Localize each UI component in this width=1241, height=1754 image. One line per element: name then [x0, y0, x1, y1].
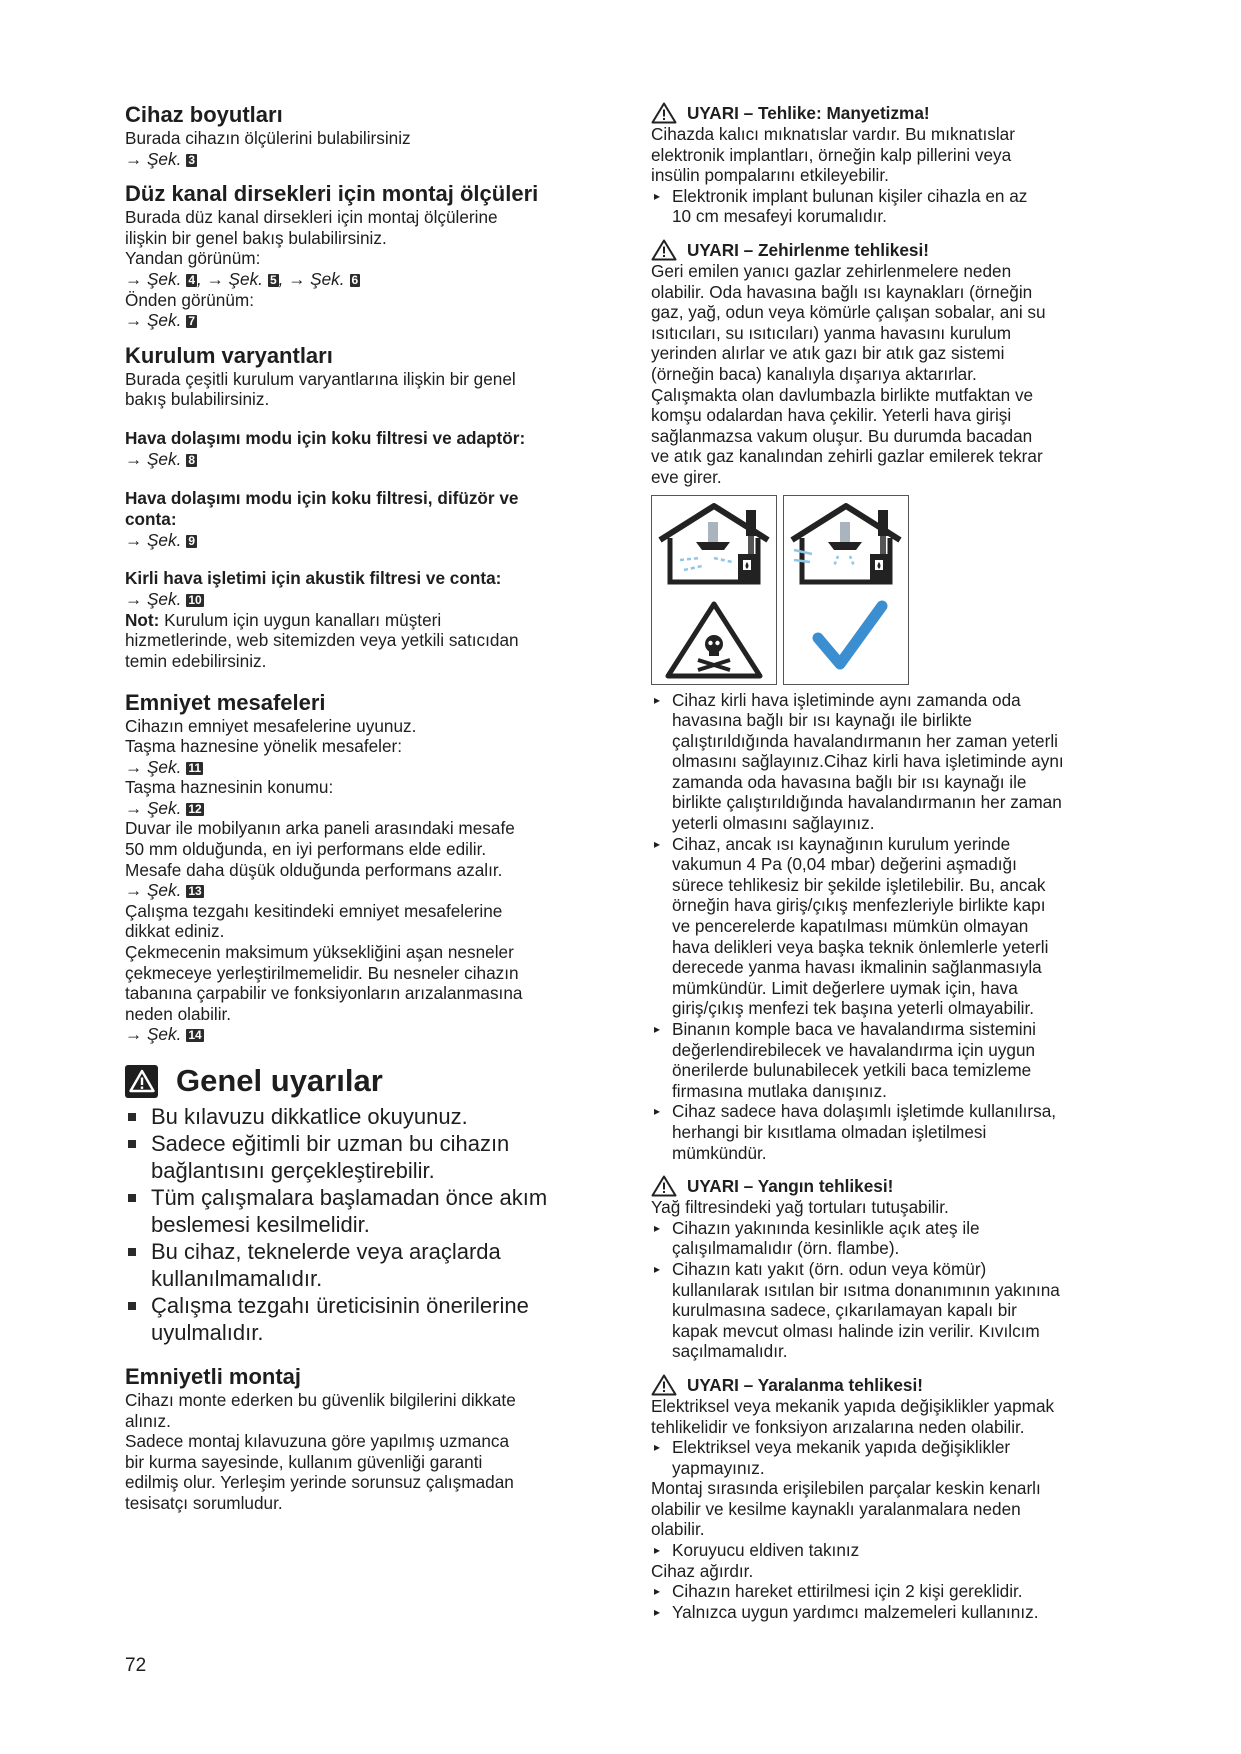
page-number: 72: [125, 1655, 147, 1676]
note-text: hizmetlerinde, web sitemizden veya yetkili satıcıdan: [125, 630, 519, 651]
text-cihaz-boyutlari: Burada cihazın ölçülerini bulabilirsiniz: [125, 128, 411, 148]
text-line: Çekmecenin maksimum yüksekliğini aşan nesneler: [125, 942, 514, 963]
bullet-line: yeterli olmasını sağlayınız.: [672, 813, 875, 834]
bullet-line: olmasını sağlayınız.Cihaz kirli hava işletiminde aynı: [672, 751, 1064, 772]
text-line: eve girer.: [651, 466, 722, 487]
ref-line: [125, 310, 595, 331]
text-line: Çalışmakta olan davlumbazla birlikte mutfaktan ve: [651, 384, 1034, 405]
heading-kurulum: Kurulum varyantları: [125, 342, 333, 368]
fig-ref: → Şek.: [125, 880, 182, 901]
text-line: Cihazı monte ederken bu güvenlik bilgilerini dikkate: [125, 1390, 516, 1410]
bullet-line: yapmayınız.: [672, 1457, 765, 1478]
list-item-line: Bu cihaz, teknelerde veya araçlarda: [151, 1239, 501, 1264]
text-line: Montaj sırasında erişilebilen parçalar keskin kenarlı: [651, 1478, 1041, 1499]
ref-line: [125, 149, 595, 170]
heading-duz-kanal: Düz kanal dirsekleri için montaj ölçüleri: [125, 181, 539, 207]
warning-title: UYARI – Zehirlenme tehlikesi!: [687, 239, 929, 260]
bullet-line: sürece tehlikesiz bir şekilde işletilebilir. Bu, ancak: [672, 874, 1046, 895]
note: [125, 610, 595, 631]
text-line: 50 mm olduğunda, en iyi performans elde edilir.: [125, 839, 487, 860]
bullet-line: ▸ Cihaz kirli hava işletiminde aynı zamanda oda: [672, 689, 1021, 710]
text-line: Cihazın emniyet mesafelerine uyunuz.: [125, 715, 417, 736]
text-line: alınız.: [125, 1410, 171, 1431]
list-item: Bu kılavuzu dikkatlice okuyunuz.: [125, 1103, 595, 1130]
pictogram-unsafe: [651, 495, 777, 685]
bullet-line: hava delikleri veya başka teknik önlemlerle yeterli: [672, 936, 1049, 957]
genel-uyarilar-list: [125, 1103, 595, 1346]
ref-line: [125, 1024, 595, 1045]
text-line: Taşma haznesinin konumu:: [125, 777, 334, 798]
fig-number: 13: [188, 884, 202, 899]
bullet-line: ▸ Binanın komple baca ve havalandırma sistemini: [672, 1019, 1036, 1039]
bullet-line: giriş/çıkış menfezi tek başına yeterli olmayabilir.: [672, 998, 1035, 1019]
bullet-item: ▸ Koruyucu eldiven takınız: [651, 1540, 1131, 1561]
subheading-koku-filtresi-difuzor-cont: conta:: [125, 508, 177, 529]
bullet-item: ▸ Yalnızca uygun yardımcı malzemeleri kullanınız.: [651, 1602, 1131, 1623]
list-item-line: uyulmalıdır.: [151, 1320, 264, 1345]
bullet-line: saçılmamalıdır.: [672, 1341, 788, 1362]
bullet-line: değerlendirebilecek ve havalandırma için uygun: [672, 1039, 1036, 1060]
text-line: Geri emilen yanıcı gazlar zehirlenmelere neden: [651, 260, 1012, 281]
text-line: yerinden alırlar ve atık gazı bir atık gaz sistemi: [651, 343, 1005, 364]
text-line: dikkat ediniz.: [125, 921, 225, 942]
fig-number: 12: [188, 801, 202, 816]
fig-number: 10: [188, 593, 202, 608]
ventilation-pictograms: [651, 495, 1131, 685]
bullet-line: kullanılarak ısıtılan bir ısıtma donanımının yakınına: [672, 1279, 1060, 1300]
fig-number: 7: [188, 314, 196, 329]
fig-number: 14: [188, 1028, 202, 1043]
bullet-line: ▸ Elektronik implant bulunan kişiler cihazla en az: [672, 185, 1028, 206]
fig-ref: → Şek.: [125, 448, 182, 469]
text-line: gaz, yağ, odun veya kömürle çalışan sobalar, ani su: [651, 302, 1046, 323]
fig-number: 11: [188, 760, 202, 775]
bullet-line: çalışılmamalıdır (örn. flambe).: [672, 1238, 900, 1259]
fig-ref: → Şek.: [125, 797, 182, 818]
bullet-line: mümkündür.: [672, 1142, 767, 1163]
list-item: [125, 1292, 595, 1346]
bullet-line: mümkündür. Limit değerlere uymak için, hava: [672, 977, 1018, 998]
warning-title: UYARI – Yangın tehlikesi!: [687, 1176, 894, 1197]
fig-ref: → Şek.: [125, 529, 182, 550]
list-item-line: bağlantısını gerçekleştirebilir.: [151, 1158, 435, 1183]
fig-ref: → Şek.: [125, 1024, 182, 1045]
text-line: olabilir ve kesilme kaynaklı yaralanmalara neden: [651, 1498, 1021, 1519]
warning-title: UYARI – Tehlike: Manyetizma!: [687, 103, 930, 123]
pictogram-safe: [783, 495, 909, 685]
text-line: neden olabilir.: [125, 1003, 232, 1024]
warning-heading-zehirlenme: [651, 239, 1131, 261]
list-item-line: beslemesi kesilmelidir.: [151, 1212, 370, 1237]
subheading-koku-filtresi-adaptor: Hava dolaşımı modu için koku filtresi ve adaptör:: [125, 427, 526, 448]
bullet-line: önerilerde bulunabilecek yetkili baca temizleme: [672, 1060, 1032, 1081]
list-item: [125, 1238, 595, 1292]
text-line: komşu odalardan hava çekilir. Yeterli hava girişi: [651, 405, 1012, 426]
text-line: Cihaz ağırdır.: [651, 1560, 754, 1581]
text-line: ısıtıcıları, su ısıtıcıları) yanma havasını kurulum: [651, 322, 1012, 343]
text-line: insülin pompalarını etkileyebilir.: [651, 165, 889, 186]
list-item-line: Sadece eğitimli bir uzman bu cihazın: [151, 1131, 510, 1156]
warning-box-icon: [125, 1065, 158, 1098]
text-line: Cihazda kalıcı mıknatıslar vardır. Bu mıknatıslar: [651, 124, 1015, 144]
side-view-label: Yandan görünüm:: [125, 248, 261, 269]
warning-triangle-icon: [651, 1175, 677, 1197]
bullet-item: [651, 834, 1131, 1019]
subheading-koku-filtresi-difuzor: Hava dolaşımı modu için koku filtresi, difüzör ve: [125, 487, 519, 508]
bullet-line: kurulmasına sadece, çıkarılamayan kapalı bir: [672, 1300, 1017, 1321]
front-view-label: Önden görünüm:: [125, 289, 254, 310]
ref-line: [125, 757, 595, 778]
text-line: çekmeceye yerleştirilmemelidir. Bu nesneler cihazın: [125, 962, 519, 983]
note-text: Kurulum için uygun kanalları müşteri: [159, 609, 442, 630]
bullet-item: [651, 1218, 1131, 1259]
warning-triangle-icon: [651, 239, 677, 261]
bullet-line: ▸ Cihazın katı yakıt (örn. odun veya kömür): [672, 1258, 987, 1279]
fig-ref: , → Şek.: [197, 268, 263, 289]
bullet-item: ▸ Cihazın hareket ettirilmesi için 2 kişi gereklidir.: [651, 1581, 1131, 1602]
list-item-line: Tüm çalışmalara başlamadan önce akım: [151, 1185, 548, 1210]
warning-heading-manyetizma: [651, 102, 1131, 124]
text-line: olabilir. Oda havasına bağlı ısı kaynakları (örneğin: [651, 281, 1033, 302]
bullet-item: [651, 1259, 1131, 1362]
bullet-line: firmasına mutlaka danışınız.: [672, 1080, 887, 1101]
text-line: ve atık gaz kanalından zehirli gazlar emilerek tekrar: [651, 446, 1043, 467]
list-item: [125, 1184, 595, 1238]
fig-ref: → Şek.: [125, 268, 182, 289]
bullet-line: çalıştırıldığında havalandırmanın her zaman yeterli: [672, 730, 1058, 751]
text-line: tehlikelidir ve fonksiyon arızalarına neden olabilir.: [651, 1416, 1025, 1437]
text-line: bakış bulabilirsiniz.: [125, 389, 270, 410]
fig-ref: , → Şek.: [278, 268, 345, 289]
heading-genel-uyarilar: Genel uyarılar: [176, 1063, 383, 1098]
text-line: (örneğin baca) kanalıyla dışarıya aktarırlar.: [651, 363, 977, 384]
warning-triangle-icon: [651, 1374, 677, 1396]
ref-line: [125, 449, 595, 470]
genel-uyarilar-title-row: [125, 1063, 595, 1099]
text-line: Burada düz kanal dirsekleri için montaj ölçülerine: [125, 207, 498, 228]
bullet-line: örneğin hava giriş/çıkış menfezleriyle birlikte kapı: [672, 895, 1046, 916]
fig-ref: → Şek.: [125, 589, 182, 610]
fig-number: 5: [269, 272, 277, 287]
bullet-item: [651, 1019, 1131, 1101]
warning-triangle-icon: [651, 102, 677, 124]
bullet-line: derecede yanma havası ikmalinin sağlanmasıyla: [672, 957, 1042, 978]
ref-line: [125, 880, 595, 901]
text-line: Yağ filtresindeki yağ tortuları tutuşabilir.: [651, 1197, 949, 1218]
text-line: edilmiş olur. Yerleşim yerinde sorunsuz çalışmadan: [125, 1472, 514, 1493]
bullet-line: ve pencerelerde kapatılması mümkün olmayan: [672, 916, 1029, 937]
fig-number: 6: [351, 272, 359, 287]
bullet-item: [651, 1437, 1131, 1478]
ref-line: [125, 269, 595, 290]
fig-ref: → Şek.: [125, 756, 182, 777]
text-line: Sadece montaj kılavuzuna göre yapılmış uzmanca: [125, 1431, 510, 1452]
bullet-item: [651, 186, 1131, 227]
text-line: olabilir.: [651, 1519, 705, 1540]
bullet-item: [651, 1101, 1131, 1163]
warning-title: UYARI – Yaralanma tehlikesi!: [687, 1374, 923, 1395]
list-item-line: Çalışma tezgahı üreticisinin önerilerine: [151, 1293, 529, 1318]
text-line: tesisatçı sorumludur.: [125, 1492, 283, 1513]
text-line: elektronik implantları, örneğin kalp pillerini veya: [651, 144, 1012, 165]
fig-number: 8: [188, 452, 196, 467]
text-line: bir kurma sayesinde, kullanım güvenliği garanti: [125, 1451, 483, 1472]
text-line: Burada çeşitli kurulum varyantlarına ilişkin bir genel: [125, 368, 516, 389]
bullet-line: herhangi bir kısıtlama olmadan işletilmesi: [672, 1121, 987, 1142]
left-column: [125, 102, 595, 1514]
ref-line: [125, 530, 595, 551]
text-line: Elektriksel veya mekanik yapıda değişiklikler yapmak: [651, 1395, 1055, 1416]
heading-cihaz-boyutlari: Cihaz boyutları: [125, 102, 283, 127]
warning-heading-yangin: [651, 1175, 1131, 1197]
bullet-line: ▸ Cihazın yakınında kesinlikle açık ateş ile: [672, 1217, 980, 1238]
text-line: Taşma haznesine yönelik mesafeler:: [125, 736, 403, 757]
list-item-line: kullanılmamalıdır.: [151, 1266, 323, 1291]
fig-ref: → Şek.: [125, 148, 182, 169]
bullet-line: zamanda oda havasına bağlı bir ısı kaynağı ile: [672, 771, 1027, 792]
bullet-line: ▸ Cihaz, ancak ısı kaynağının kurulum yerinde: [672, 833, 1011, 854]
text-line: sağlanmazsa vakum oluşur. Bu durumda bacadan: [651, 425, 1033, 446]
list-item: [125, 1130, 595, 1184]
text-line: Mesafe daha düşük olduğunda performans azalır.: [125, 859, 503, 880]
fig-ref: → Şek.: [125, 310, 182, 331]
warning-heading-yaralanma: [651, 1374, 1131, 1396]
heading-emniyetli-montaj: Emniyetli montaj: [125, 1364, 302, 1389]
bullet-line: vakumun 4 Pa (0,04 mbar) değerini aşmadığı: [672, 854, 1017, 875]
bullet-line: ▸ Elektriksel veya mekanik yapıda değişiklikler: [672, 1437, 1011, 1458]
note-text: temin edebilirsiniz.: [125, 650, 267, 671]
subheading-akustik-filtre: Kirli hava işletimi için akustik filtresi ve conta:: [125, 568, 502, 589]
bullet-line: havasına bağlı bir ısı kaynağı ile birlikte: [672, 710, 972, 731]
heading-emniyet-mesafeleri: Emniyet mesafeleri: [125, 689, 326, 715]
fig-number: 3: [188, 152, 196, 167]
text-line: Çalışma tezgahı kesitindeki emniyet mesafelerine: [125, 900, 503, 921]
note-label: Not:: [125, 609, 160, 630]
bullet-line: 10 cm mesafeyi korumalıdır.: [672, 206, 887, 227]
text-line: tabanına çarpabilir ve fonksiyonların arızalanmasına: [125, 983, 523, 1004]
text-line: ilişkin bir genel bakış bulabilirsiniz.: [125, 227, 387, 248]
bullet-line: birlikte çalıştırıldığında havalandırmanın her zaman: [672, 792, 1062, 813]
right-column: [651, 102, 1131, 1622]
ref-line: [125, 589, 595, 610]
bullet-line: kapak mevcut olması halinde izin verilir. Kıvılcım: [672, 1320, 1040, 1341]
fig-number: 9: [188, 533, 196, 548]
bullet-item: [651, 690, 1131, 834]
text-line: Duvar ile mobilyanın arka paneli arasındaki mesafe: [125, 818, 515, 839]
ref-line: [125, 798, 595, 819]
fig-number: 4: [188, 272, 196, 287]
bullet-line: ▸ Cihaz sadece hava dolaşımlı işletimde kullanılırsa,: [672, 1101, 1057, 1122]
